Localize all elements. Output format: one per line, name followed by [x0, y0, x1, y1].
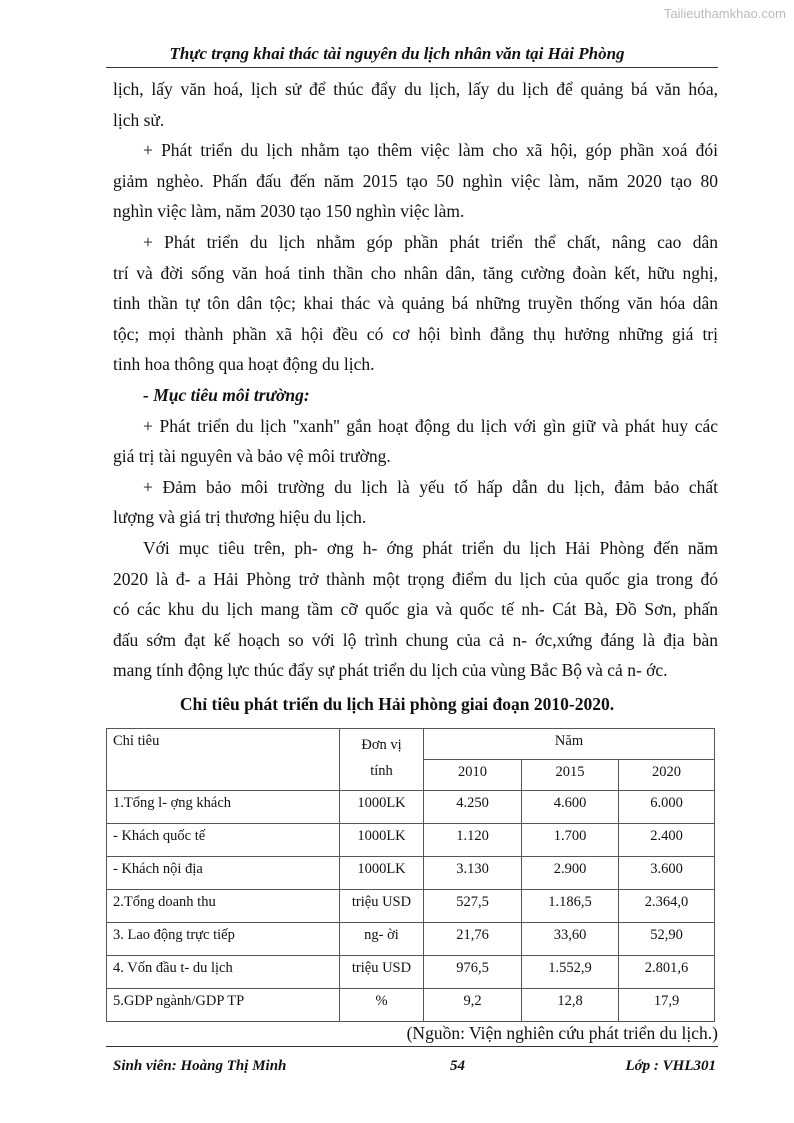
value-cell: 1.700	[522, 824, 619, 857]
watermark: Tailieuthamkhao.com	[663, 6, 786, 21]
text-line: giá trị tài nguyên và bảo vệ môi trường.	[113, 446, 391, 467]
value-cell: 33,60	[522, 923, 619, 956]
text-line: tộc; mọi thành phần xã hội đều có cơ hội bình đẳng thụ hưởng những giá trị	[113, 323, 718, 344]
table-title: Chỉ tiêu phát triển du lịch Hải phòng giai đoạn 2010-2020.	[179, 694, 615, 714]
text-line: Với mục tiêu trên, ph- ơng h- ớng phát triển du lịch Hải Phòng đến năm	[143, 537, 718, 558]
text-line: - Mục tiêu môi trường:	[143, 384, 310, 405]
value-cell: 4.250	[424, 791, 522, 824]
value-cell: 1.186,5	[522, 890, 619, 923]
text-line: đấu sớm đạt kế hoạch so với lộ trình chung của cả n- ớc,xứng đáng là địa bàn	[113, 629, 718, 650]
table-row	[107, 890, 715, 923]
indicator-cell: 4. Vốn đầu t- du lịch	[107, 956, 340, 989]
value-cell: 17,9	[619, 989, 715, 1022]
indicator-cell: 3. Lao động trực tiếp	[107, 923, 340, 956]
value-cell: 2.900	[522, 857, 619, 890]
indicator-cell: - Khách quốc tế	[107, 824, 340, 857]
text-line: mang tính động lực thúc đẩy sự phát triển du lịch của vùng Bắc Bộ và cả n- ớc.	[113, 660, 668, 681]
header-year: Năm	[424, 729, 715, 760]
indicator-cell: 2.Tổng doanh thu	[107, 890, 340, 923]
source-note: (Nguồn: Viện nghiên cứu phát triển du lịch.)	[406, 1023, 718, 1043]
text-line: nghìn việc làm, năm 2030 tạo 150 nghìn việc làm.	[113, 201, 465, 222]
value-cell: 12,8	[522, 989, 619, 1022]
header-unit	[340, 729, 424, 791]
text-line: + Đảm bảo môi trường du lịch là yếu tố hấp dẫn du lịch, đảm bảo chất	[143, 476, 718, 497]
unit-cell: 1000LK	[340, 857, 424, 890]
value-cell: 1.552,9	[522, 956, 619, 989]
text-line: + Phát triển du lịch ''xanh'' gắn hoạt động du lịch với gìn giữ và phát huy các	[143, 415, 718, 436]
value-cell: 9,2	[424, 989, 522, 1022]
unit-cell: 1000LK	[340, 791, 424, 824]
value-cell: 2.400	[619, 824, 715, 857]
value-cell: 2.364,0	[619, 890, 715, 923]
footer-student: Sinh viên: Hoàng Thị Minh	[113, 1058, 287, 1074]
footer-class: Lớp : VHL301	[625, 1058, 716, 1074]
text-line: tinh hoa thông qua hoạt động du lịch.	[113, 354, 375, 375]
text-line: có các khu du lịch mang tầm cỡ quốc gia và quốc tế nh- Cát Bà, Đồ Sơn, phấn	[113, 599, 718, 620]
footer-rule	[106, 1046, 718, 1047]
text-line: lịch, lấy văn hoá, lịch sử để thúc đẩy du lịch, lấy du lịch để quảng bá văn hóa,	[113, 79, 718, 99]
table-row	[107, 956, 715, 989]
value-cell: 6.000	[619, 791, 715, 824]
year-header: 2015	[522, 760, 619, 791]
value-cell: 21,76	[424, 923, 522, 956]
unit-cell: triệu USD	[340, 890, 424, 923]
unit-line-2: tính	[370, 763, 393, 779]
value-cell: 3.600	[619, 857, 715, 890]
indicator-cell: 5.GDP ngành/GDP TP	[107, 989, 340, 1022]
text-line: lịch sử.	[113, 109, 165, 130]
year-header: 2010	[424, 760, 522, 791]
page-number: 54	[450, 1058, 465, 1074]
body-text	[113, 74, 718, 686]
value-cell: 3.130	[424, 857, 522, 890]
indicator-cell: 1.Tổng l- ợng khách	[107, 791, 340, 824]
text-line: tinh thần tự tôn dân tộc; khai thác và quảng bá những truyền thống văn hóa dân	[113, 293, 718, 314]
table-row	[107, 791, 715, 824]
value-cell: 4.600	[522, 791, 619, 824]
text-line: trí và đời sống văn hoá tinh thần cho nhân dân, tăng cường đoàn kết, hữu nghị,	[113, 262, 718, 283]
value-cell: 52,90	[619, 923, 715, 956]
unit-cell: ng- ời	[340, 923, 424, 956]
value-cell: 527,5	[424, 890, 522, 923]
value-cell: 976,5	[424, 956, 522, 989]
running-header: Thực trạng khai thác tài nguyên du lịch nhân văn tại Hải Phòng	[169, 44, 625, 63]
table-row	[107, 824, 715, 857]
unit-line-1: Đơn vị	[361, 737, 402, 753]
indicator-cell: - Khách nội địa	[107, 857, 340, 890]
text-line: + Phát triển du lịch nhằm tạo thêm việc làm cho xã hội, góp phần xoá đói	[143, 140, 718, 161]
header-rule	[106, 67, 718, 68]
unit-cell: %	[340, 989, 424, 1022]
text-line: giảm nghèo. Phấn đấu đến năm 2015 tạo 50 nghìn việc làm, năm 2020 tạo 80	[113, 170, 718, 191]
indicator-table	[106, 728, 715, 1022]
header-indicator: Chỉ tiêu	[107, 729, 340, 791]
text-line: + Phát triển du lịch nhằm góp phần phát triển thể chất, nâng cao dân	[143, 231, 718, 252]
unit-cell: triệu USD	[340, 956, 424, 989]
text-line: 2020 là đ- a Hải Phòng trở thành một trọng điểm du lịch của quốc gia trong đó	[113, 568, 718, 589]
table-row	[107, 857, 715, 890]
table-row	[107, 989, 715, 1022]
value-cell: 1.120	[424, 824, 522, 857]
table-row	[107, 923, 715, 956]
year-header: 2020	[619, 760, 715, 791]
value-cell: 2.801,6	[619, 956, 715, 989]
text-line: lượng và giá trị thương hiệu du lịch.	[113, 507, 367, 528]
unit-cell: 1000LK	[340, 824, 424, 857]
